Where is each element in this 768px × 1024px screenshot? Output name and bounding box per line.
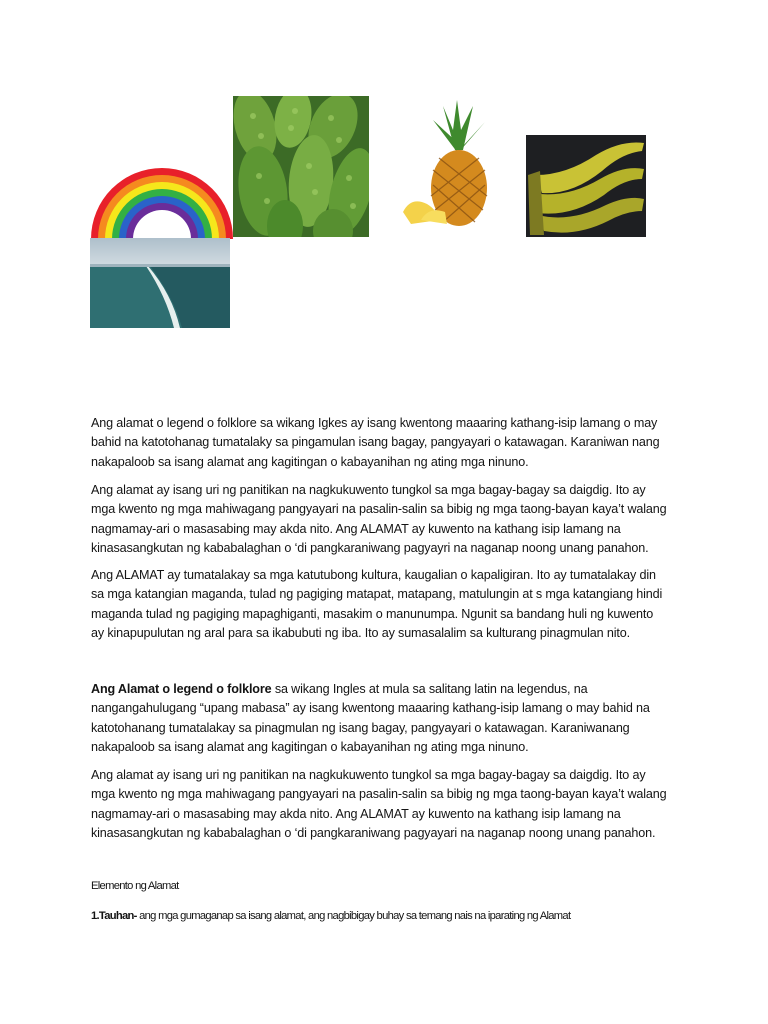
section-heading: Elemento ng Alamat (91, 880, 179, 892)
text-line: ay kinapupulutan ng aral para sa ikabubuti ng iba. Ito ay sumasalalim sa kulturang pinagmulan nito. (91, 625, 630, 640)
ampalaya-image (233, 96, 369, 237)
text-line: Ang alamat o legend o folklore sa wikang Igkes ay isang kwentong maaaring kathang-isip lamang o may (91, 416, 658, 430)
sea-image (90, 238, 230, 328)
paragraph-1 (91, 414, 691, 472)
text-span: sa wikang Ingles at mula sa salitang latin na legendus, na (271, 682, 588, 696)
text-line: nagmamay-ari o masasabing may akda nito. Ang ALAMAT ay kuwento na kathang isip lamang na (91, 521, 621, 536)
paragraph-5 (91, 766, 691, 843)
list-item (91, 910, 570, 922)
paragraph-2 (91, 481, 691, 558)
paragraph-3 (91, 566, 691, 643)
text-line: Ang alamat ay isang uri ng panitikan na nagkukuwento tungkol sa mga bagay-bagay sa daigdig. Ito ay (91, 483, 646, 497)
paragraph-4 (91, 680, 691, 757)
bold-lead: Ang Alamat o legend o folklore (91, 682, 272, 696)
text-line: kinasasangkutan ng kababalaghan o ‘di pangkaraniwang pagyayari na naganap noong unang panahon. (91, 825, 656, 840)
text-line: nangangahulugang “upang mabasa” ay isang kwentong maaaring kathang-isip lamang o may bahid na (91, 701, 650, 716)
text-line: maganda tulad ng pagiging mapaghiganti, masakim o manunumpa. Ngunit sa bandang huli ng kuwento (91, 606, 654, 621)
banana-image (526, 135, 646, 237)
text-line (91, 680, 691, 699)
text-line: katotohanang tumatalakay sa pinagmulan ng isang bagay, pangyayari o katawagan. Karaniwanang (91, 720, 630, 735)
pineapple-image (403, 100, 493, 228)
item-lead: 1.Tauhan- (91, 910, 137, 922)
rainbow-image (90, 167, 234, 239)
text-line: sa mga katangian maganda, tulad ng pagiging matapat, matapang, matulungin at s mga katangiang hindi (91, 587, 663, 602)
text-line: nakapaloob sa isang alamat ang kagitingan o kabayanihan ng ating mga ninuno. (91, 739, 529, 754)
item-text: ang mga gumaganap sa isang alamat, ang nagbibigay buhay sa temang nais na iparating ng Alamat (136, 910, 571, 922)
text-line: nakapaloob sa isang alamat ang kagitingan o kabayanihan ng ating mga ninuno. (91, 454, 529, 469)
text-line: Ang alamat ay isang uri ng panitikan na nagkukuwento tungkol sa mga bagay-bagay sa daigdig. Ito ay (91, 768, 646, 782)
text-line: bahid na katotohanag tumatalaky sa pingamulan isang bagay, pangyayari o katawagan. Karaniwan nang (91, 435, 660, 450)
text-line: mga kwento ng mga mahiwagang pangyayari na pasalin-salin sa bibig ng mga taong-bayan kaya’t walang (91, 502, 667, 517)
text-line: kinasasangkutan ng kababalaghan o ‘di pangkaraniwang pagyayri na naganap noong unang panahon. (91, 540, 649, 555)
text-line: nagmamay-ari o masasabing may akda nito. Ang ALAMAT ay kuwento na kathang isip lamang na (91, 806, 621, 821)
text-line: mga kwento ng mga mahiwagang pangyayari na pasalin-salin sa bibig ng mga taong-bayan kaya’t walang (91, 787, 667, 802)
text-line: Ang ALAMAT ay tumatalakay sa mga katutubong kultura, kaugalian o kapaligiran. Ito ay tumatalakay din (91, 568, 656, 582)
